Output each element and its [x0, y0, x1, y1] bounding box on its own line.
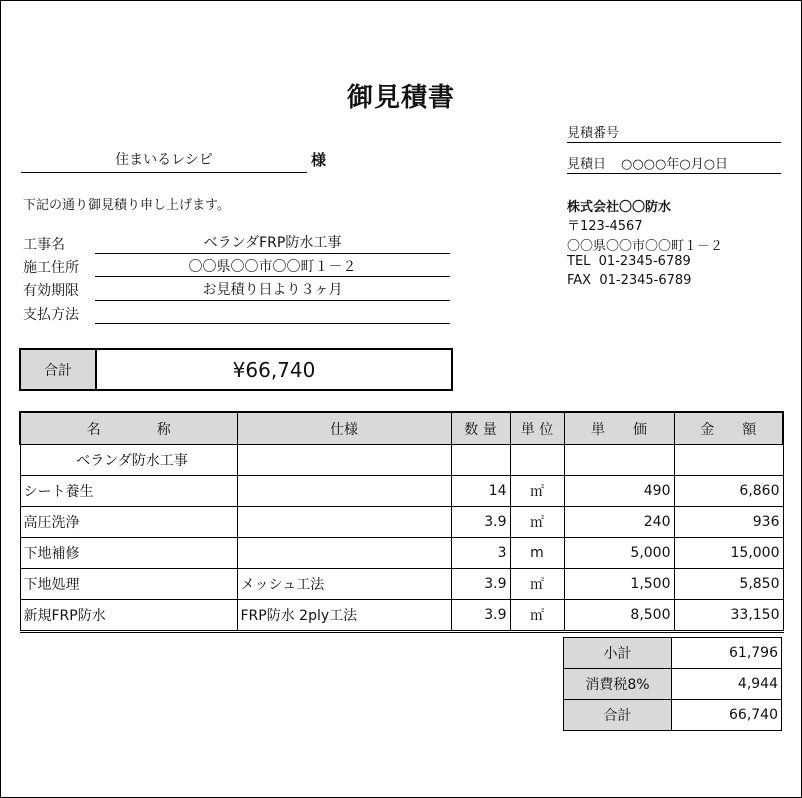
company-zip: 〒123-4567: [567, 219, 643, 234]
item-unit: m: [510, 538, 564, 569]
grand-total-label: 合計: [21, 350, 97, 389]
summary-row: [564, 638, 782, 669]
item-qty: 3.9: [451, 569, 510, 600]
field-value-validity: お見積り日より３ヶ月: [202, 282, 343, 298]
recipient-honorific: 様: [311, 151, 327, 169]
item-spec: メッシュ工法: [237, 569, 451, 600]
item-amount: 15,000: [674, 538, 783, 569]
item-qty: 3: [451, 538, 510, 569]
subtotal-label: 小計: [564, 638, 672, 669]
item-price: 240: [564, 507, 674, 538]
company-name: 株式会社〇〇防水: [567, 200, 672, 215]
field-label-payment: 支払方法: [23, 307, 79, 323]
company-address: 〇〇県〇〇市〇〇町１－２: [567, 239, 724, 254]
table-cell: [510, 445, 564, 476]
table-row: [20, 600, 783, 632]
item-name: 下地補修: [20, 538, 237, 569]
section-title: ベランダ防水工事: [20, 445, 237, 476]
item-name: 新規FRP防水: [20, 600, 237, 632]
recipient-underline: [21, 172, 307, 173]
table-row: [20, 507, 783, 538]
field-label-address: 施工住所: [23, 260, 79, 276]
tax-label: 消費税8%: [564, 669, 672, 700]
estimate-number-underline: [567, 142, 781, 143]
item-unit: ㎡: [510, 600, 564, 632]
estimate-number-label: 見積番号: [567, 126, 620, 141]
item-qty: 3.9: [451, 600, 510, 632]
summary-table: [563, 637, 782, 731]
item-name: 下地処理: [20, 569, 237, 600]
header-qty: 数 量: [451, 412, 510, 445]
item-spec: [237, 507, 451, 538]
header-name: 名 称: [20, 412, 237, 445]
item-name: シート養生: [20, 476, 237, 507]
company-fax: FAX 01-2345-6789: [567, 273, 692, 288]
header-amount: 金 額: [674, 412, 783, 445]
header-unit: 単 位: [510, 412, 564, 445]
subtotal-value: 61,796: [672, 638, 782, 669]
summary-row: [564, 669, 782, 700]
field-label-validity: 有効期限: [23, 283, 79, 299]
item-qty: 3.9: [451, 507, 510, 538]
grand-total-box: [19, 348, 453, 391]
field-value-address: 〇〇県〇〇市〇〇町１－２: [188, 259, 357, 275]
recipient-name: 住まいるレシピ: [115, 152, 213, 168]
estimate-date-value: ○○○○年○月○日: [621, 157, 729, 172]
item-price: 490: [564, 476, 674, 507]
item-amount: 5,850: [674, 569, 783, 600]
estimate-date-underline: [567, 173, 781, 174]
tax-value: 4,944: [672, 669, 782, 700]
item-unit: ㎡: [510, 507, 564, 538]
field-underline: [95, 276, 450, 277]
header-spec: 仕様: [237, 412, 451, 445]
summary-total-value: 66,740: [672, 700, 782, 731]
header-price: 単 価: [564, 412, 674, 445]
field-label-project: 工事名: [23, 237, 65, 253]
item-price: 8,500: [564, 600, 674, 632]
field-value-project: ベランダFRP防水工事: [203, 235, 342, 251]
table-row: [20, 476, 783, 507]
item-spec: [237, 538, 451, 569]
item-price: 1,500: [564, 569, 674, 600]
field-underline: [95, 253, 450, 254]
items-table: [19, 411, 784, 633]
intro-text: 下記の通り御見積り申し上げます。: [23, 198, 230, 213]
item-amount: 6,860: [674, 476, 783, 507]
table-row: [20, 538, 783, 569]
table-cell: [564, 445, 674, 476]
table-header-row: [20, 412, 783, 445]
item-price: 5,000: [564, 538, 674, 569]
item-spec: [237, 476, 451, 507]
field-underline: [95, 323, 450, 324]
estimate-date-label: 見積日: [567, 157, 607, 172]
summary-total-label: 合計: [564, 700, 672, 731]
item-unit: ㎡: [510, 476, 564, 507]
table-cell: [674, 445, 783, 476]
document-title: 御見積書: [346, 83, 455, 113]
grand-total-value: ¥66,740: [232, 357, 316, 382]
table-row: [20, 445, 783, 476]
company-tel: TEL 01-2345-6789: [567, 254, 691, 269]
item-qty: 14: [451, 476, 510, 507]
item-amount: 33,150: [674, 600, 783, 632]
table-cell: [237, 445, 451, 476]
item-unit: ㎡: [510, 569, 564, 600]
item-name: 高圧洗浄: [20, 507, 237, 538]
summary-row: [564, 700, 782, 731]
item-amount: 936: [674, 507, 783, 538]
table-row: [20, 569, 783, 600]
table-cell: [451, 445, 510, 476]
field-underline: [95, 300, 450, 301]
item-spec: FRP防水 2ply工法: [237, 600, 451, 632]
